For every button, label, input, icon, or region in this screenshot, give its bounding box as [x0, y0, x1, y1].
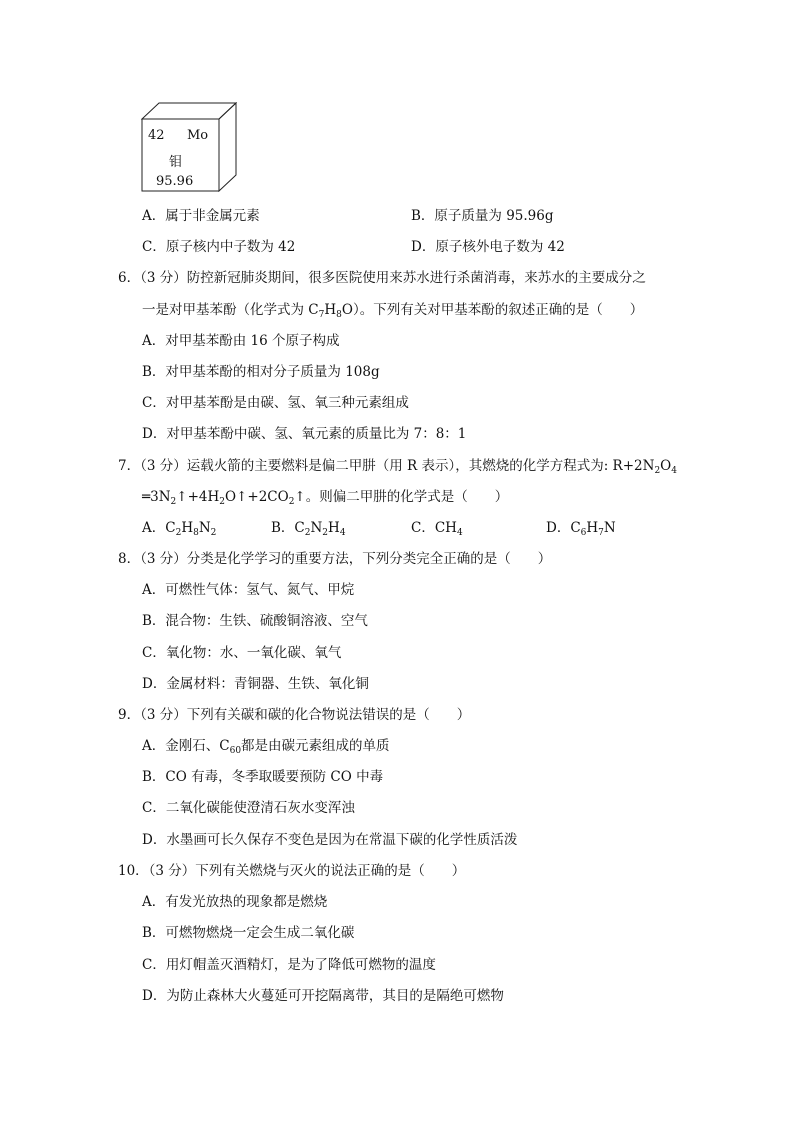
q6-stem-line1: 6．（3 分）防控新冠肺炎期间，很多医院使用来苏水进行杀菌消毒，来苏水的主要成分之 [118, 270, 646, 286]
q9-stem: 9．（3 分）下列有关碳和碳的化合物说法错误的是（ ） [118, 707, 471, 723]
q9-option-c[interactable]: C．二氧化碳能使澄清石灰水变浑浊 [142, 800, 355, 816]
q6-option-c[interactable]: C．对甲基苯酚是由碳、氢、氧三种元素组成 [142, 395, 409, 411]
element-cell-figure [141, 102, 237, 192]
q7-stem-line2: $═3N_2↑+4H_2O↑+2CO_2↑$。则偏二甲肼的化学式是（ ） [142, 489, 509, 507]
q7-option-b[interactable]: B．$C_2N_2H_4$ [271, 520, 346, 538]
q5-option-b[interactable]: B．原子质量为 95.96g [411, 208, 554, 224]
q8-option-b[interactable]: B．混合物：生铁、硫酸铜溶液、空气 [142, 613, 368, 629]
q5-option-d[interactable]: D．原子核外电子数为 42 [411, 239, 565, 255]
q5-option-c[interactable]: C．原子核内中子数为 42 [142, 239, 296, 255]
q6-option-b[interactable]: B．对甲基苯酚的相对分子质量为 108g [142, 364, 380, 380]
q9-option-d[interactable]: D．水墨画可长久保存不变色是因为在常温下碳的化学性质活泼 [142, 832, 518, 848]
q8-option-d[interactable]: D．金属材料：青铜器、生铁、氧化铜 [142, 676, 369, 692]
q7-option-c[interactable]: C．$CH_4$ [411, 520, 463, 538]
element-symbol: Mo [187, 128, 209, 143]
q10-option-c[interactable]: C．用灯帽盖灭酒精灯，是为了降低可燃物的温度 [142, 957, 436, 973]
q10-option-b[interactable]: B．可燃物燃烧一定会生成二氧化碳 [142, 925, 355, 941]
q7-option-a[interactable]: A．$C_2H_8N_2$ [142, 520, 217, 538]
q9-option-b[interactable]: B．CO 有毒，冬季取暖要预防 CO 中毒 [142, 769, 384, 785]
q5-option-a[interactable]: A．属于非金属元素 [142, 208, 260, 224]
q6-option-d[interactable]: D．对甲基苯酚中碳、氢、氧元素的质量比为 7：8：1 [142, 426, 467, 442]
q6-stem-line2: 一是对甲基苯酚（化学式为 $C_7H_8O$）。下列有关对甲基苯酚的叙述正确的是（ ） [142, 302, 644, 320]
q9-option-a[interactable]: A．金刚石、$C_{60}$都是由碳元素组成的单质 [142, 738, 390, 756]
atomic-mass: 95.96 [156, 174, 194, 189]
atomic-number: 42 [148, 128, 165, 143]
q6-option-a[interactable]: A．对甲基苯酚由 16 个原子构成 [142, 333, 340, 349]
q8-stem: 8．（3 分）分类是化学学习的重要方法，下列分类完全正确的是（ ） [118, 551, 552, 567]
q10-option-d[interactable]: D．为防止森林大火蔓延可开挖隔离带，其目的是隔绝可燃物 [142, 988, 504, 1004]
element-name: 钼 [169, 155, 183, 170]
q10-stem: 10．（3 分）下列有关燃烧与灭火的说法正确的是（ ） [118, 863, 466, 879]
q10-option-a[interactable]: A．有发光放热的现象都是燃烧 [142, 894, 328, 910]
q7-stem-line1: 7．（3 分）运载火箭的主要燃料是偏二甲肼（用 R 表示），其燃烧的化学方程式为: $R+2N_2O_4$ [118, 458, 677, 476]
q8-option-a[interactable]: A．可燃性气体：氢气、氮气、甲烷 [142, 582, 355, 598]
q7-option-d[interactable]: D．$C_6H_7N$ [546, 520, 616, 538]
q8-option-c[interactable]: C．氧化物：水、一氧化碳、氧气 [142, 645, 342, 661]
